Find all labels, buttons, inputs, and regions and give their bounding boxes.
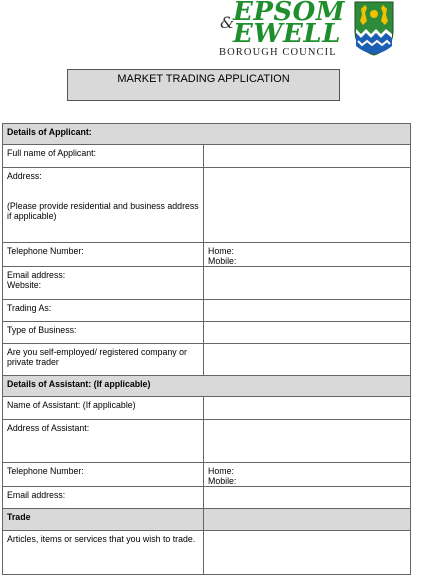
logo-wordmark xyxy=(216,0,351,62)
address-label-cell xyxy=(3,168,204,243)
assistant-address-label: Address of Assistant: xyxy=(3,420,204,463)
assistant-email-label: Email address: xyxy=(3,487,204,509)
articles-field[interactable] xyxy=(204,531,411,575)
email-website-label-cell xyxy=(3,267,204,300)
logo-borough-council: BOROUGH COUNCIL xyxy=(219,47,337,58)
telephone-label: Telephone Number: xyxy=(3,243,204,267)
business-type-field[interactable] xyxy=(204,322,411,344)
logo-ampersand: & xyxy=(220,13,235,32)
full-name-label: Full name of Applicant: xyxy=(3,145,204,168)
email-website-field[interactable] xyxy=(204,267,411,300)
home-phone-label: Home: xyxy=(208,246,234,256)
trade-section-header: Trade xyxy=(3,509,204,531)
assistant-email-field[interactable] xyxy=(204,487,411,509)
address-note: (Please provide residential and business address if applicable) xyxy=(7,201,199,221)
telephone-field[interactable] xyxy=(204,243,411,267)
address-field[interactable] xyxy=(204,168,411,243)
logo-ewell: EWELL xyxy=(233,19,341,49)
trading-as-label: Trading As: xyxy=(3,300,204,322)
website-label: Website: xyxy=(7,280,42,290)
assistant-home-phone-label: Home: xyxy=(208,466,234,476)
assistant-address-field[interactable] xyxy=(204,420,411,463)
trader-status-label: Are you self-employed/ registered company or private trader xyxy=(3,344,204,376)
business-type-label: Type of Business: xyxy=(3,322,204,344)
application-form-table xyxy=(2,123,411,575)
council-logo xyxy=(216,0,396,62)
assistant-section-header: Details of Assistant: (If applicable) xyxy=(3,376,411,397)
mobile-phone-label: Mobile: xyxy=(208,256,237,266)
trading-as-field[interactable] xyxy=(204,300,411,322)
form-title: MARKET TRADING APPLICATION xyxy=(67,69,340,101)
assistant-name-label: Name of Assistant: (If applicable) xyxy=(3,397,204,420)
articles-label: Articles, items or services that you wish to trade. xyxy=(3,531,204,575)
trader-status-field[interactable] xyxy=(204,344,411,376)
coat-of-arms-shield-icon xyxy=(354,1,394,56)
assistant-telephone-field[interactable] xyxy=(204,463,411,487)
full-name-field[interactable] xyxy=(204,145,411,168)
assistant-mobile-phone-label: Mobile: xyxy=(208,476,237,486)
logo-epsom: EPSOM xyxy=(233,0,346,27)
assistant-telephone-label: Telephone Number: xyxy=(3,463,204,487)
assistant-name-field[interactable] xyxy=(204,397,411,420)
email-label: Email address: xyxy=(7,270,66,280)
applicant-section-header: Details of Applicant: xyxy=(3,124,411,145)
trade-header-blank xyxy=(204,509,411,531)
address-label: Address: xyxy=(7,171,42,181)
